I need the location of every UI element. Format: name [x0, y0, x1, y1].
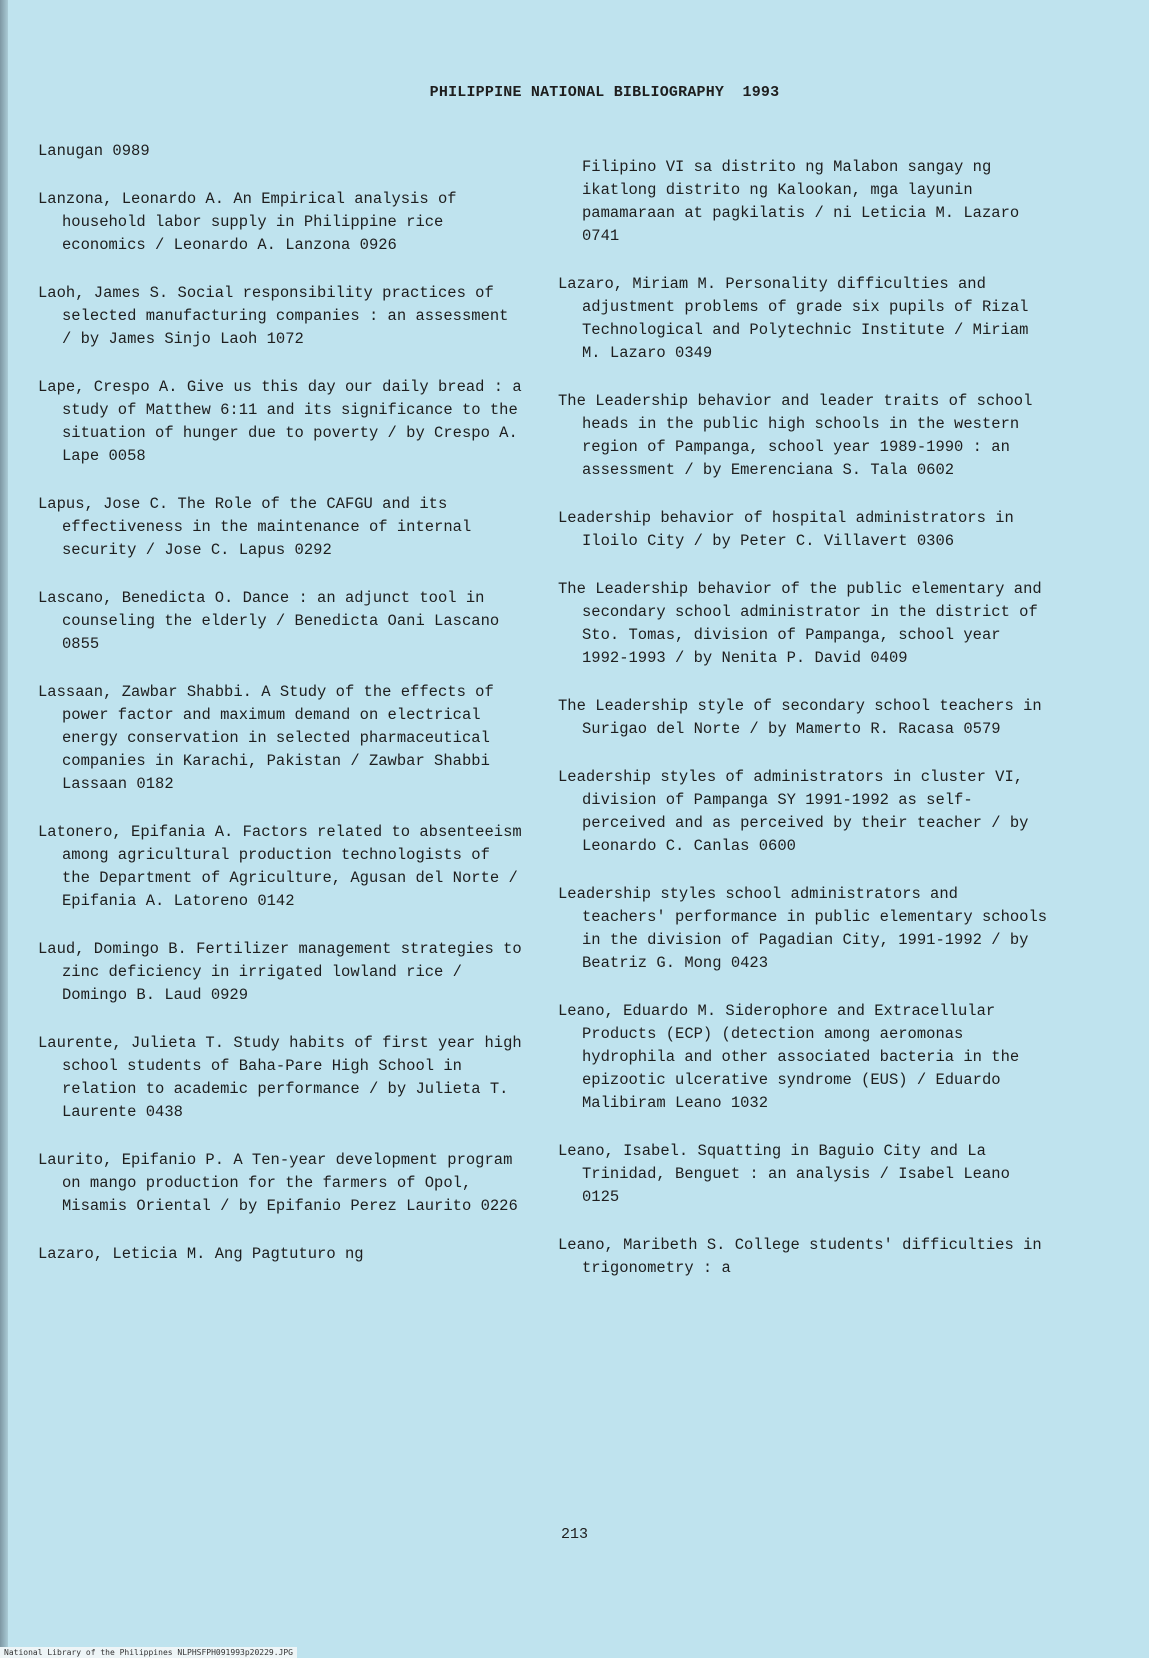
bib-entry: Leadership styles school administrators and teachers' performance in public elementary schools in the division of Pagadian City, 1991-1992 / by Beatriz G. Mong 0423: [558, 885, 1048, 972]
page-number: 213: [560, 1526, 588, 1543]
bib-entry: The Leadership behavior and leader traits of school heads in the public high schools in the western region of Pampanga, school year 1989-1990 : an assessment / by Emerenciana S. Tala 0602: [558, 392, 1033, 479]
running-head: PHILIPPINE NATIONAL BIBLIOGRAPHY 1993: [429, 84, 780, 101]
bib-entry: Lape, Crespo A. Give us this day our daily bread : a study of Matthew 6:11 and its significance to the situation of hunger due to poverty / by Crespo A. Lape 0058: [38, 378, 522, 465]
scan-credit: National Library of the Philippines NLPHSFPH091993p20229.JPG: [0, 1647, 297, 1658]
bib-entry: Laurente, Julieta T. Study habits of first year high school students of Baha-Pare High School in relation to academic performance / by Julieta T. Laurente 0438: [38, 1034, 522, 1121]
bib-entry: Lanzona, Leonardo A. An Empirical analysis of household labor supply in Philippine rice economics / Leonardo A. Lanzona 0926: [38, 190, 457, 254]
bib-entry: Lanugan 0989: [38, 142, 150, 160]
bib-entry: Lascano, Benedicta O. Dance : an adjunct tool in counseling the elderly / Benedicta Oani Lascano 0855: [38, 589, 500, 653]
bib-entry: Laurito, Epifanio P. A Ten-year development program on mango production for the farmers of Opol, Misamis Oriental / by Epifanio Perez Laurito 0226: [38, 1151, 518, 1215]
bib-entry: Laoh, James S. Social responsibility practices of selected manufacturing companies : an assessment / by James Sinjo Laoh 1072: [38, 284, 509, 348]
right-column: [558, 156, 1048, 1305]
bib-entry: Leano, Eduardo M. Siderophore and Extracellular Products (ECP) (detection among aeromonas hydrophila and other associated bacteria in the epizootic ulcerative syndrome (EUS) / Eduardo Malibiram Leano 1032: [558, 1002, 1020, 1112]
bib-entry: Lapus, Jose C. The Role of the CAFGU and its effectiveness in the maintenance of internal security / Jose C. Lapus 0292: [38, 495, 472, 559]
bib-entry: The Leadership style of secondary school teachers in Surigao del Norte / by Mamerto R. Racasa 0579: [558, 697, 1042, 738]
bib-entry: Leadership behavior of hospital administrators in Iloilo City / by Peter C. Villavert 0306: [558, 509, 1014, 550]
bib-entry-continuation: Filipino VI sa distrito ng Malabon sangay ng ikatlong distrito ng Kalookan, mga layunin pamamaraan at pagkilatis / ni Leticia M. Lazaro 0741: [582, 158, 1020, 245]
bib-entry: The Leadership behavior of the public elementary and secondary school administrator in the district of Sto. Tomas, division of Pampanga, school year 1992-1993 / by Nenita P. David 0409: [558, 580, 1042, 667]
bib-entry: Lazaro, Miriam M. Personality difficulties and adjustment problems of grade six pupils of Rizal Technological and Polytechnic Institute / Miriam M. Lazaro 0349: [558, 275, 1029, 362]
bib-entry: Latonero, Epifania A. Factors related to absenteeism among agricultural production technologists of the Department of Agriculture, Agusan del Norte / Epifania A. Latoreno 0142: [38, 823, 522, 910]
bib-entry: Leano, Maribeth S. College students' difficulties in trigonometry : a: [558, 1236, 1042, 1277]
bib-entry: Laud, Domingo B. Fertilizer management strategies to zinc deficiency in irrigated lowland rice / Domingo B. Laud 0929: [38, 940, 522, 1004]
bib-entry: Leadership styles of administrators in cluster VI, division of Pampanga SY 1991-1992 as self-perceived and as perceived by their teacher / by Leonardo C. Canlas 0600: [558, 768, 1029, 855]
page-edge: [0, 0, 8, 1658]
bib-entry: Lassaan, Zawbar Shabbi. A Study of the effects of power factor and maximum demand on electrical energy conservation in selected pharmaceutical companies in Karachi, Pakistan / Zawbar Shabbi Lassaan 0182: [38, 683, 494, 793]
bib-entry: Leano, Isabel. Squatting in Baguio City and La Trinidad, Benguet : an analysis / Isabel Leano 0125: [558, 1142, 1010, 1206]
bib-entry: Lazaro, Leticia M. Ang Pagtuturo ng: [38, 1245, 364, 1263]
left-column: [38, 140, 523, 1291]
